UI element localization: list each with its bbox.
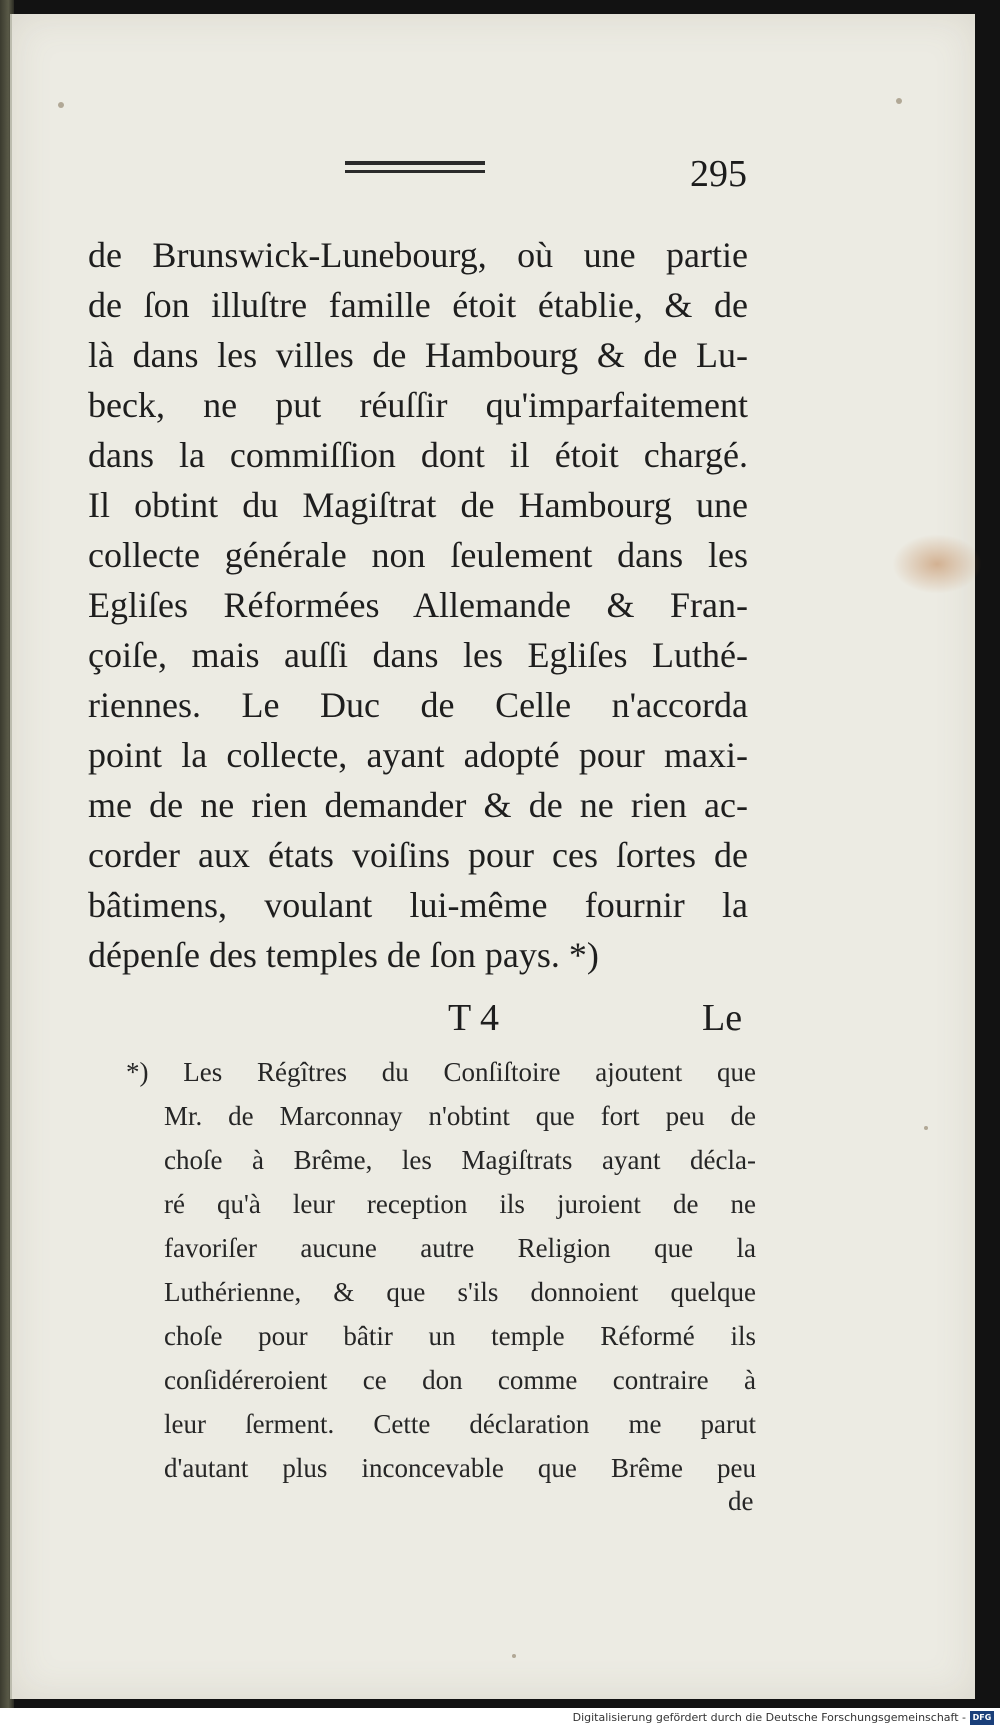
footnote-line: ré qu'à leur reception ils juroient de ne <box>164 1189 756 1219</box>
footnote-line: conſidéreroient ce don comme contraire à <box>164 1365 756 1395</box>
footnote-line: leur ſerment. Cette déclaration me parut <box>164 1409 756 1439</box>
main-text-block <box>88 230 748 980</box>
text-line: çoiſe, mais auſſi dans les Egliſes Luthé- <box>88 635 748 675</box>
catchword: Le <box>702 997 743 1039</box>
text-line: beck, ne put réuſſir qu'imparfaitement <box>88 385 748 425</box>
text-line: corder aux états voiſins pour ces ſortes de <box>88 835 748 875</box>
text-line: bâtimens, voulant lui-même fournir la <box>88 885 748 925</box>
digitization-credit: Digitalisierung gefördert durch die Deutsche Forschungsgemeinschaft - <box>572 1711 966 1724</box>
footnote-catchword: de <box>728 1486 754 1516</box>
text-line: Egliſes Réformées Allemande & Fran- <box>88 585 748 625</box>
page-speck <box>896 98 902 104</box>
page-speck <box>924 1126 928 1130</box>
page-speck <box>512 1654 516 1658</box>
dfg-logo-icon: DFG <box>970 1711 994 1725</box>
text-line: riennes. Le Duc de Celle n'accorda <box>88 685 748 725</box>
text-line: de ſon illuſtre famille étoit établie, & de <box>88 285 748 325</box>
footnote-line: favoriſer aucune autre Religion que la <box>164 1233 756 1263</box>
footnote-block <box>126 1050 756 1490</box>
text-line: Il obtint du Magiſtrat de Hambourg une <box>88 485 748 525</box>
signature-mark: T 4 <box>448 997 500 1039</box>
page-speck <box>58 102 64 108</box>
page-number: 295 <box>690 153 747 195</box>
footnote-line: Mr. de Marconnay n'obtint que fort peu de <box>164 1101 756 1131</box>
footnote-line: *) Les Régîtres du Conſiſtoire ajoutent que <box>126 1057 756 1087</box>
page-stain <box>892 534 982 594</box>
footnote-line: choſe à Brême, les Magiſtrats ayant décla- <box>164 1145 756 1175</box>
text-line: là dans les villes de Hambourg & de Lu- <box>88 335 748 375</box>
footnote-line: Luthérienne, & que s'ils donnoient quelque <box>164 1277 756 1307</box>
text-line: me de ne rien demander & de ne rien ac- <box>88 785 748 825</box>
footnote-line: choſe pour bâtir un temple Réformé ils <box>164 1321 756 1351</box>
text-line: de Brunswick-Lunebourg, où une partie <box>88 235 748 275</box>
text-line: point la collecte, ayant adopté pour maxi- <box>88 735 748 775</box>
header-ornamental-rule <box>345 161 485 173</box>
text-line: dépenſe des temples de ſon pays. *) <box>88 935 599 975</box>
text-line: collecte générale non ſeulement dans les <box>88 535 748 575</box>
footnote-line: d'autant plus inconcevable que Brême peu <box>164 1453 756 1483</box>
text-line: dans la commiſſion dont il étoit chargé. <box>88 435 748 475</box>
